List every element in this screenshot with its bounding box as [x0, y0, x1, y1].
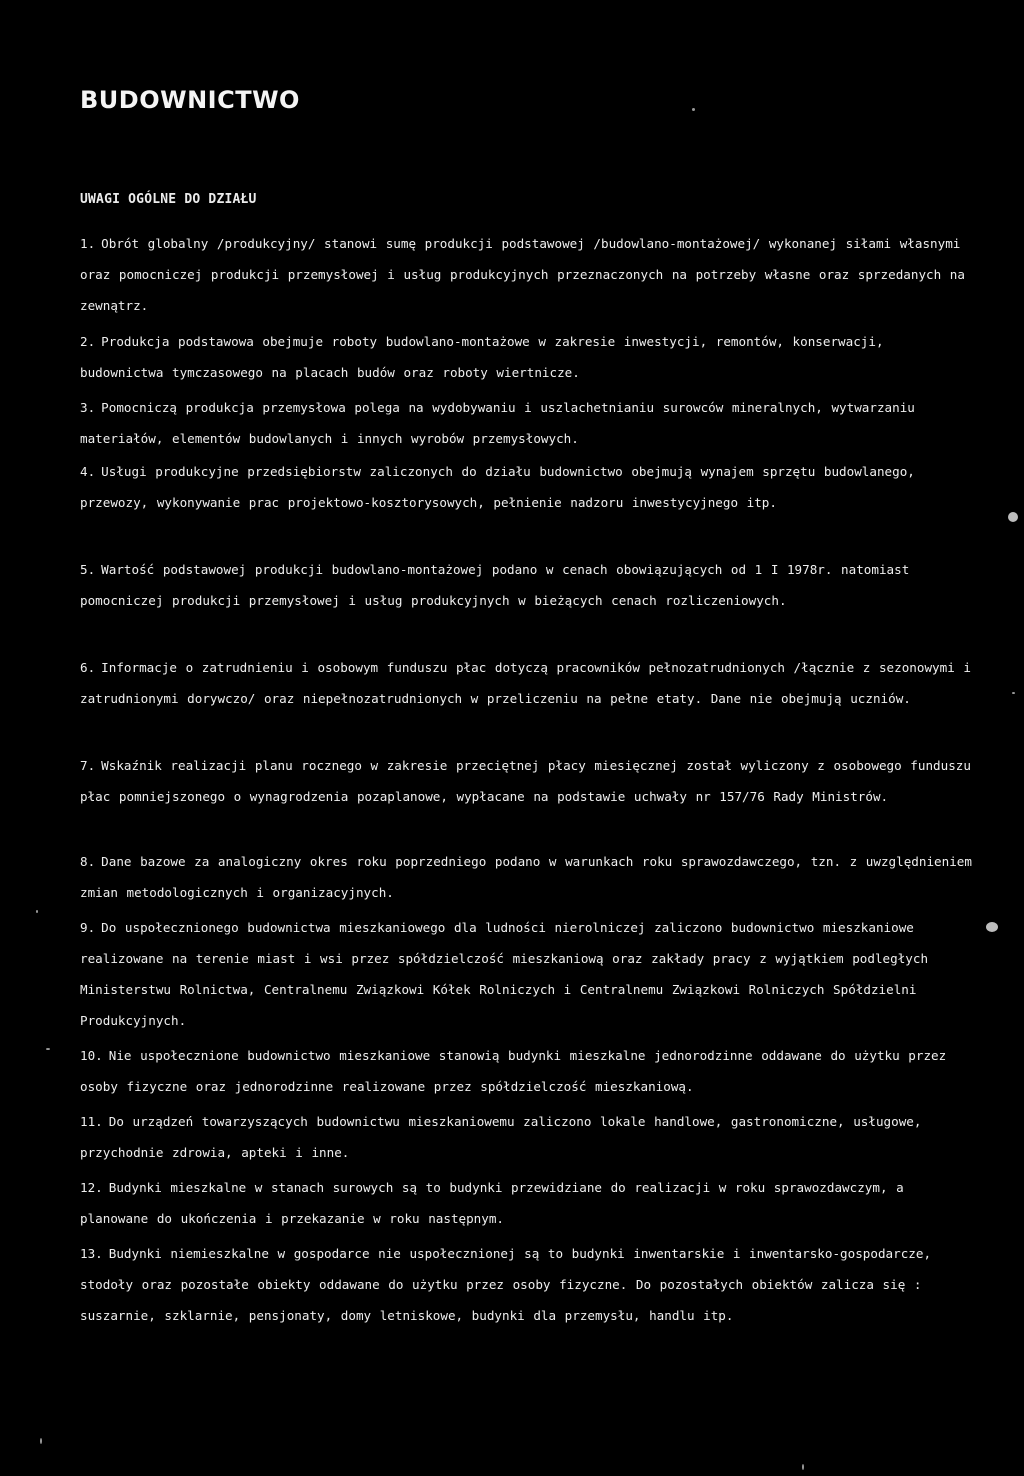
scan-speck: [802, 1464, 804, 1470]
note-5: [80, 554, 975, 616]
note-number: 11.: [80, 1114, 103, 1129]
note-text: Produkcja podstawowa obejmuje roboty budowlano-montażowe w zakresie inwestycji, remontów, konserwacji, budownictwa tymczasowego na placach budów oraz roboty wiertnicze.: [80, 334, 884, 380]
note-4: [80, 456, 975, 518]
note-number: 10.: [80, 1048, 103, 1063]
scan-speck: [36, 910, 38, 913]
scan-speck: [40, 1438, 42, 1444]
note-number: 7.: [80, 758, 96, 773]
note-number: 6.: [80, 660, 96, 675]
note-text: Usługi produkcyjne przedsiębiorstw zaliczonych do działu budownictwo obejmują wynajem sprzętu budowlanego, przewozy, wykonywanie prac projektowo-kosztorysowych, pełnienie nadzoru inwestycyjnego itp.: [80, 464, 915, 510]
note-number: 5.: [80, 562, 96, 577]
note-2: [80, 326, 975, 388]
section-heading: UWAGI OGÓLNE DO DZIAŁU: [80, 192, 257, 207]
note-number: 12.: [80, 1180, 103, 1195]
note-text: Budynki mieszkalne w stanach surowych są to budynki przewidziane do realizacji w roku sprawozdawczym, a planowane do ukończenia i przekazanie w roku następnym.: [80, 1180, 904, 1226]
note-10: [80, 1040, 975, 1102]
note-13: [80, 1238, 975, 1331]
note-text: Pomocniczą produkcja przemysłowa polega na wydobywaniu i uszlachetnianiu surowców mineralnych, wytwarzaniu materiałów, elementów budowlanych i innych wyrobów przemysłowych.: [80, 400, 915, 446]
note-number: 13.: [80, 1246, 103, 1261]
scan-speck: [692, 108, 695, 111]
note-7: [80, 750, 975, 812]
note-9: [80, 912, 975, 1036]
note-text: Dane bazowe za analogiczny okres roku poprzedniego podano w warunkach roku sprawozdawczego, tzn. z uwzględnieniem zmian metodologicznych i organizacyjnych.: [80, 854, 972, 900]
note-text: Informacje o zatrudnieniu i osobowym funduszu płac dotyczą pracowników pełnozatrudnionych /łącznie z sezonowymi i zatrudnionymi dorywczo/ oraz niepełnozatrudnionych w przeliczeniu na pełne etaty. Dane nie obejmują uczniów.: [80, 660, 971, 706]
note-number: 2.: [80, 334, 96, 349]
note-text: Wskaźnik realizacji planu rocznego w zakresie przeciętnej płacy miesięcznej został wyliczony z osobowego funduszu płac pomniejszonego o wynagrodzenia pozaplanowe, wypłacane na podstawie uchwały nr 157/76 Rady Ministrów.: [80, 758, 971, 804]
note-text: Wartość podstawowej produkcji budowlano-montażowej podano w cenach obowiązujących od 1 I 1978r. natomiast pomocniczej produkcji przemysłowej i usług produkcyjnych w bieżących cenach rozliczeniowych.: [80, 562, 910, 608]
note-number: 9.: [80, 920, 96, 935]
scan-speck: [1008, 512, 1018, 522]
scan-speck: [986, 922, 998, 932]
note-1: [80, 228, 975, 321]
note-6: [80, 652, 975, 714]
note-text: Nie uspołecznione budownictwo mieszkaniowe stanowią budynki mieszkalne jednorodzinne oddawane do użytku przez osoby fizyczne oraz jednorodzinne realizowane przez spółdzielczość mieszkaniową.: [80, 1048, 947, 1094]
note-text: Do urządzeń towarzyszących budownictwu mieszkaniowemu zaliczono lokale handlowe, gastronomiczne, usługowe, przychodnie zdrowia, apteki i inne.: [80, 1114, 922, 1160]
note-3: [80, 392, 975, 454]
page-title: BUDOWNICTWO: [80, 86, 300, 114]
note-number: 4.: [80, 464, 96, 479]
note-12: [80, 1172, 975, 1234]
note-text: Obrót globalny /produkcyjny/ stanowi sumę produkcji podstawowej /budowlano-montażowej/ wykonanej siłami własnymi oraz pomocniczej produkcji przemysłowej i usług produkcyjnych przeznaczonych na potrzeby własne oraz sprzedanych na zewnątrz.: [80, 236, 965, 313]
note-11: [80, 1106, 975, 1168]
note-number: 1.: [80, 236, 96, 251]
note-number: 8.: [80, 854, 96, 869]
note-number: 3.: [80, 400, 96, 415]
note-8: [80, 846, 975, 908]
note-text: Budynki niemieszkalne w gospodarce nie uspołecznionej są to budynki inwentarskie i inwentarsko-gospodarcze, stodoły oraz pozostałe obiekty oddawane do użytku przez osoby fizyczne. Do pozostałych obiektów zalicza się : suszarnie, szklarnie, pensjonaty, domy letniskowe, budynki dla przemysłu, handlu itp.: [80, 1246, 932, 1323]
scan-speck: [46, 1048, 50, 1050]
scan-speck: [1012, 692, 1015, 694]
note-text: Do uspołecznionego budownictwa mieszkaniowego dla ludności nierolniczej zaliczono budownictwo mieszkaniowe realizowane na terenie miast i wsi przez spółdzielczość mieszkaniową oraz zakłady pracy z wyjątkiem podległych Ministerstwu Rolnictwa, Centralnemu Związkowi Kółek Rolniczych i Centralnemu Związkowi Rolniczych Spółdzielni Produkcyjnych.: [80, 920, 929, 1028]
